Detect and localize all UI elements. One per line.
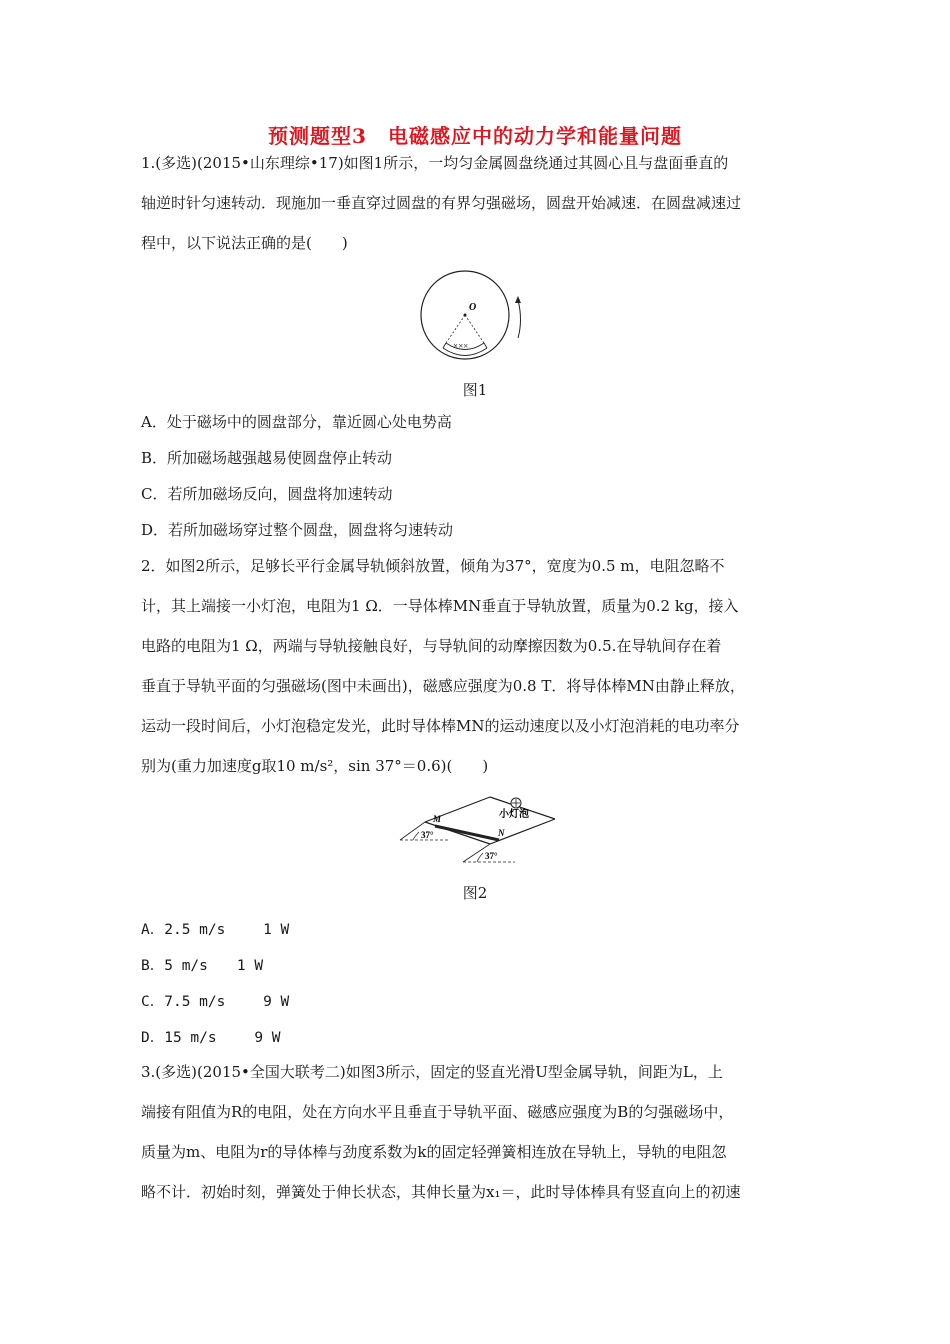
bulb-label: 小灯泡 [499, 809, 529, 820]
q1-option-a: A．处于磁场中的圆盘部分，靠近圆心处电势高 [141, 413, 452, 431]
q3-text-line: 质量为m、电阻为r的导体棒与劲度系数为k的固定轻弹簧相连放在导轨上，导轨的电阻忽 [141, 1143, 727, 1161]
q2-option-c: C．7.5 m/s 9 W [141, 994, 290, 1010]
q2-text-line: 电路的电阻为1 Ω，两端与导轨接触良好，与导轨间的动摩擦因数为0.5.在导轨间存在着 [141, 637, 722, 655]
q3-text-line: 端接有阻值为R的电阻，处在方向水平且垂直于导轨平面、磁感应强度为B的匀强磁场中， [141, 1103, 734, 1121]
rod-end-m-label: M [433, 814, 442, 824]
q3-text-line: 3.(多选)(2015•全国大联考二)如图3所示，固定的竖直光滑U型金属导轨，间距为L，上 [141, 1063, 723, 1081]
incline-angle-label-1: 37° [421, 830, 434, 840]
page-title: 预测题型3 电磁感应中的动力学和能量问题 [268, 124, 682, 148]
q2-option-d: D．15 m/s 9 W [141, 1030, 281, 1046]
incline-angle-label-2: 37° [485, 851, 498, 861]
q1-text-line: 程中，以下说法正确的是( ) [141, 234, 348, 252]
q3-text-line: 略不计．初始时刻，弹簧处于伸长状态，其伸长量为x₁＝，此时导体棒具有竖直向上的初速 [141, 1183, 741, 1201]
q2-text-line: 运动一段时间后，小灯泡稳定发光，此时导体棒MN的运动速度以及小灯泡消耗的电功率分 [141, 717, 740, 735]
q1-text-line: 1.(多选)(2015•山东理综•17)如图1所示，一均匀金属圆盘绕通过其圆心且与盘面垂直的 [141, 154, 729, 172]
q2-text-line: 计，其上端接一小灯泡，电阻为1 Ω．一导体棒MN垂直于导轨放置，质量为0.2 kg，接入 [141, 597, 739, 615]
q2-text-line: 2．如图2所示，足够长平行金属导轨倾斜放置，倾角为37°，宽度为0.5 m，电阻忽略不 [141, 557, 725, 575]
q1-text-line: 轴逆时针匀速转动．现施加一垂直穿过圆盘的有界匀强磁场，圆盘开始减速．在圆盘减速过 [141, 194, 742, 212]
q1-option-b: B．所加磁场越强越易使圆盘停止转动 [141, 449, 393, 467]
rotating-disk-figure [410, 268, 540, 368]
q1-option-d: D．若所加磁场穿过整个圆盘，圆盘将匀速转动 [141, 521, 454, 539]
figure-1-caption: 图1 [462, 381, 488, 399]
magnetic-field-marks: ××× [453, 341, 469, 351]
inclined-rails-figure [395, 792, 575, 872]
q2-option-a: A．2.5 m/s 1 W [141, 922, 290, 938]
q1-option-c: C．若所加磁场反向，圆盘将加速转动 [141, 485, 393, 503]
disk-center-label: O [469, 302, 477, 313]
q2-option-b: B．5 m/s 1 W [141, 958, 264, 974]
q2-text-line: 垂直于导轨平面的匀强磁场(图中未画出)，磁感应强度为0.8 T．将导体棒MN由静止释放， [141, 677, 745, 695]
q2-text-line: 别为(重力加速度g取10 m/s²，sin 37°＝0.6)( ) [141, 757, 489, 775]
rod-end-n-label: N [498, 828, 505, 838]
figure-2-caption: 图2 [462, 884, 488, 902]
